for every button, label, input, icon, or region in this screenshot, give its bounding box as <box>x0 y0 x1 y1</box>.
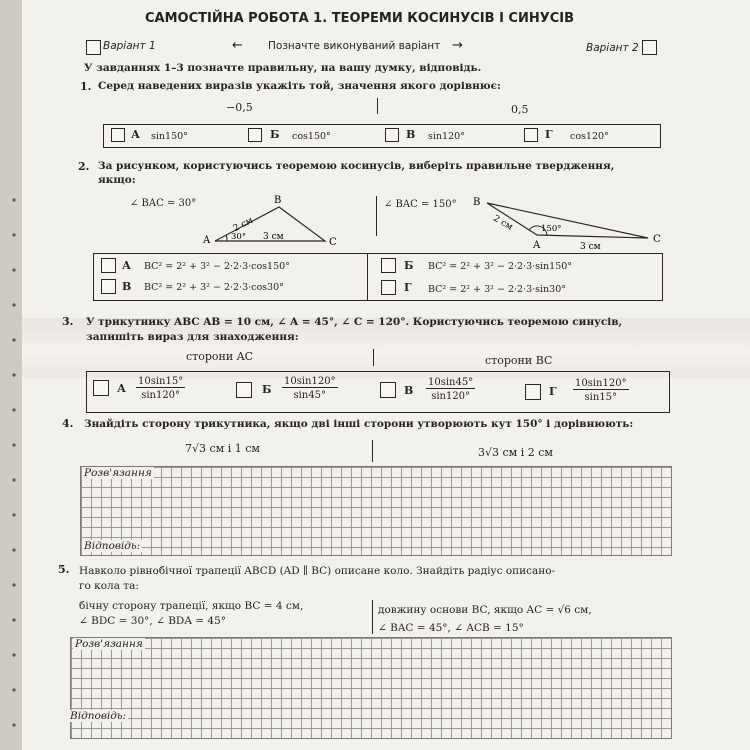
left-angle-label: 30° <box>231 232 247 242</box>
q3-option-d-fraction: $\frac{10\sin 120^\circ}{\sin 15^\circ}$ <box>575 378 627 403</box>
q2-option-b-expr: BC² = 2² + 3² − 2·2·3·sin150° <box>428 261 573 272</box>
right-triangle-shape <box>487 203 648 238</box>
q5-answer-label: Відповідь: <box>70 710 127 722</box>
left-vertex-b: B <box>274 195 282 206</box>
q3-option-c-checkbox[interactable] <box>380 382 396 398</box>
q4-solution-label: Розв'язання <box>84 467 152 479</box>
right-vertex-a: A <box>533 240 541 251</box>
q1-option-c-expr: sin120° <box>428 131 465 142</box>
instruction-text: У завданнях 1–3 позначте правильну, на вашу думку, відповідь. <box>84 62 482 74</box>
q1-option-d-expr: cos120° <box>570 131 609 142</box>
binding-holes <box>0 0 22 750</box>
q1-option-c-letter: В <box>406 128 416 141</box>
right-vertex-b: B <box>473 197 481 208</box>
q5-left-line1: бічну сторону трапеції, якщо BC = 4 см, <box>79 600 304 612</box>
q2-option-d-checkbox[interactable] <box>381 280 396 295</box>
q3-text-line1: У трикутнику ABC AB = 10 см, ∠ A = 45°, ∠ C = 120°. Користуючись теоремою синусів, <box>86 316 623 328</box>
q1-option-b-checkbox[interactable] <box>248 128 262 142</box>
q2-options-divider <box>367 253 368 301</box>
q5-right-line2: ∠ BAC = 45°, ∠ ACB = 15° <box>378 622 524 634</box>
q3-text-line2: запишіть вираз для знаходження: <box>86 331 299 343</box>
q2-text-line2: якщо: <box>98 174 136 186</box>
q3-option-a-checkbox[interactable] <box>93 380 109 396</box>
q3-option-c-letter: В <box>404 384 414 397</box>
q3-option-d-checkbox[interactable] <box>525 384 541 400</box>
variant-hint: Позначте виконуваний варіант <box>268 40 441 52</box>
q2-left-angle: ∠ BAC = 30° <box>130 198 197 209</box>
q2-option-b-letter: Б <box>404 259 414 272</box>
q2-option-c-expr: BC² = 2² + 3² − 2·2·3·cos30° <box>144 282 284 293</box>
q5-right-line1: довжину основи BC, якщо AC = √6 см, <box>378 604 592 616</box>
left-vertex-c: C <box>329 237 337 248</box>
page-title: САМОСТІЙНА РОБОТА 1. ТЕОРЕМИ КОСИНУСІВ І СИНУСІВ <box>145 11 575 26</box>
q4-left-values: 7√3 см і 1 см <box>185 442 260 455</box>
right-side-ab: 2 см <box>491 213 515 233</box>
right-vertex-c: C <box>653 234 661 245</box>
q1-option-d-letter: Г <box>545 128 553 141</box>
q2-option-a-letter: А <box>122 259 131 272</box>
q3-option-b-letter: Б <box>262 383 272 396</box>
q5-solution-grid[interactable] <box>70 637 672 739</box>
q2-right-triangle-figure <box>465 193 675 253</box>
q1-right-value: 0,5 <box>511 103 529 116</box>
q3-left-head: сторони AC <box>186 350 254 363</box>
q5-solution-label: Розв'язання <box>75 638 143 650</box>
q4-solution-grid[interactable] <box>80 466 672 556</box>
q2-option-c-checkbox[interactable] <box>101 279 116 294</box>
q4-divider <box>372 440 373 462</box>
q3-option-b-checkbox[interactable] <box>236 382 252 398</box>
q2-option-a-expr: BC² = 2² + 3² − 2·2·3·cos150° <box>144 261 290 272</box>
q3-right-head: сторони BC <box>485 354 553 367</box>
q2-option-d-letter: Г <box>404 281 412 294</box>
variant1-label: Варіант 1 <box>103 40 156 52</box>
q4-answer-label: Відповідь: <box>84 540 141 552</box>
q4-number: 4. <box>62 417 74 430</box>
q1-option-b-expr: cos150° <box>292 131 331 142</box>
q1-text: Серед наведених виразів укажіть той, значення якого дорівнює: <box>98 80 501 92</box>
left-side-ab: 2 см <box>231 215 255 234</box>
q1-left-value: −0,5 <box>226 101 253 114</box>
q4-right-values: 3√3 см і 2 см <box>478 446 553 459</box>
q4-text: Знайдіть сторону трикутника, якщо дві інші сторони утворюють кут 150° і дорівнюють: <box>84 418 634 430</box>
q2-option-a-checkbox[interactable] <box>101 258 116 273</box>
q5-divider <box>372 600 373 634</box>
right-side-ac: 3 см <box>580 242 601 252</box>
q2-left-triangle-figure <box>195 193 355 248</box>
arrow-left-icon: ← <box>232 38 243 53</box>
q1-number: 1. <box>80 80 92 93</box>
q2-option-d-expr: BC² = 2² + 3² − 2·2·3·sin30° <box>428 284 567 295</box>
q3-option-a-fraction: $\frac{10\sin 15^\circ}{\sin 120^\circ}$ <box>138 376 184 401</box>
q3-divider <box>373 349 374 366</box>
q2-option-b-checkbox[interactable] <box>381 258 396 273</box>
q1-option-a-expr: sin150° <box>151 131 188 142</box>
q2-option-c-letter: В <box>122 280 132 293</box>
q3-option-c-fraction: $\frac{10\sin 45^\circ}{\sin 120^\circ}$ <box>428 377 474 402</box>
q1-option-a-checkbox[interactable] <box>111 128 125 142</box>
q3-option-b-fraction: $\frac{10\sin 120^\circ}{\sin 45^\circ}$ <box>284 376 336 401</box>
variant2-label: Варіант 2 <box>586 42 639 54</box>
q5-text-line1: Навколо рівнобічної трапеції ABCD (AD ∥ BC) описане коло. Знайдіть радіус описано- <box>79 565 556 577</box>
q3-number: 3. <box>62 315 74 328</box>
left-side-ac: 3 см <box>263 232 284 242</box>
q5-text-line2: го кола та: <box>79 580 139 592</box>
q1-option-a-letter: А <box>131 128 140 141</box>
q5-left-line2: ∠ BDC = 30°, ∠ BDA = 45° <box>79 615 226 627</box>
q1-divider <box>377 98 378 114</box>
q1-option-b-letter: Б <box>270 128 280 141</box>
q5-number: 5. <box>58 563 70 576</box>
q2-number: 2. <box>78 160 90 173</box>
q2-text-line1: За рисунком, користуючись теоремою косинусів, виберіть правильне твердження, <box>98 160 615 172</box>
q3-option-a-letter: А <box>117 382 126 395</box>
q2-right-angle: ∠ BAC = 150° <box>384 199 457 210</box>
q1-option-c-checkbox[interactable] <box>385 128 399 142</box>
q3-option-d-letter: Г <box>549 385 557 398</box>
left-vertex-a: A <box>203 235 211 246</box>
q2-divider <box>376 196 377 236</box>
arrow-right-icon: → <box>452 38 463 53</box>
variant1-checkbox[interactable] <box>86 40 101 55</box>
q1-option-d-checkbox[interactable] <box>524 128 538 142</box>
variant2-checkbox[interactable] <box>642 40 657 55</box>
right-angle-label: 150° <box>541 224 562 234</box>
